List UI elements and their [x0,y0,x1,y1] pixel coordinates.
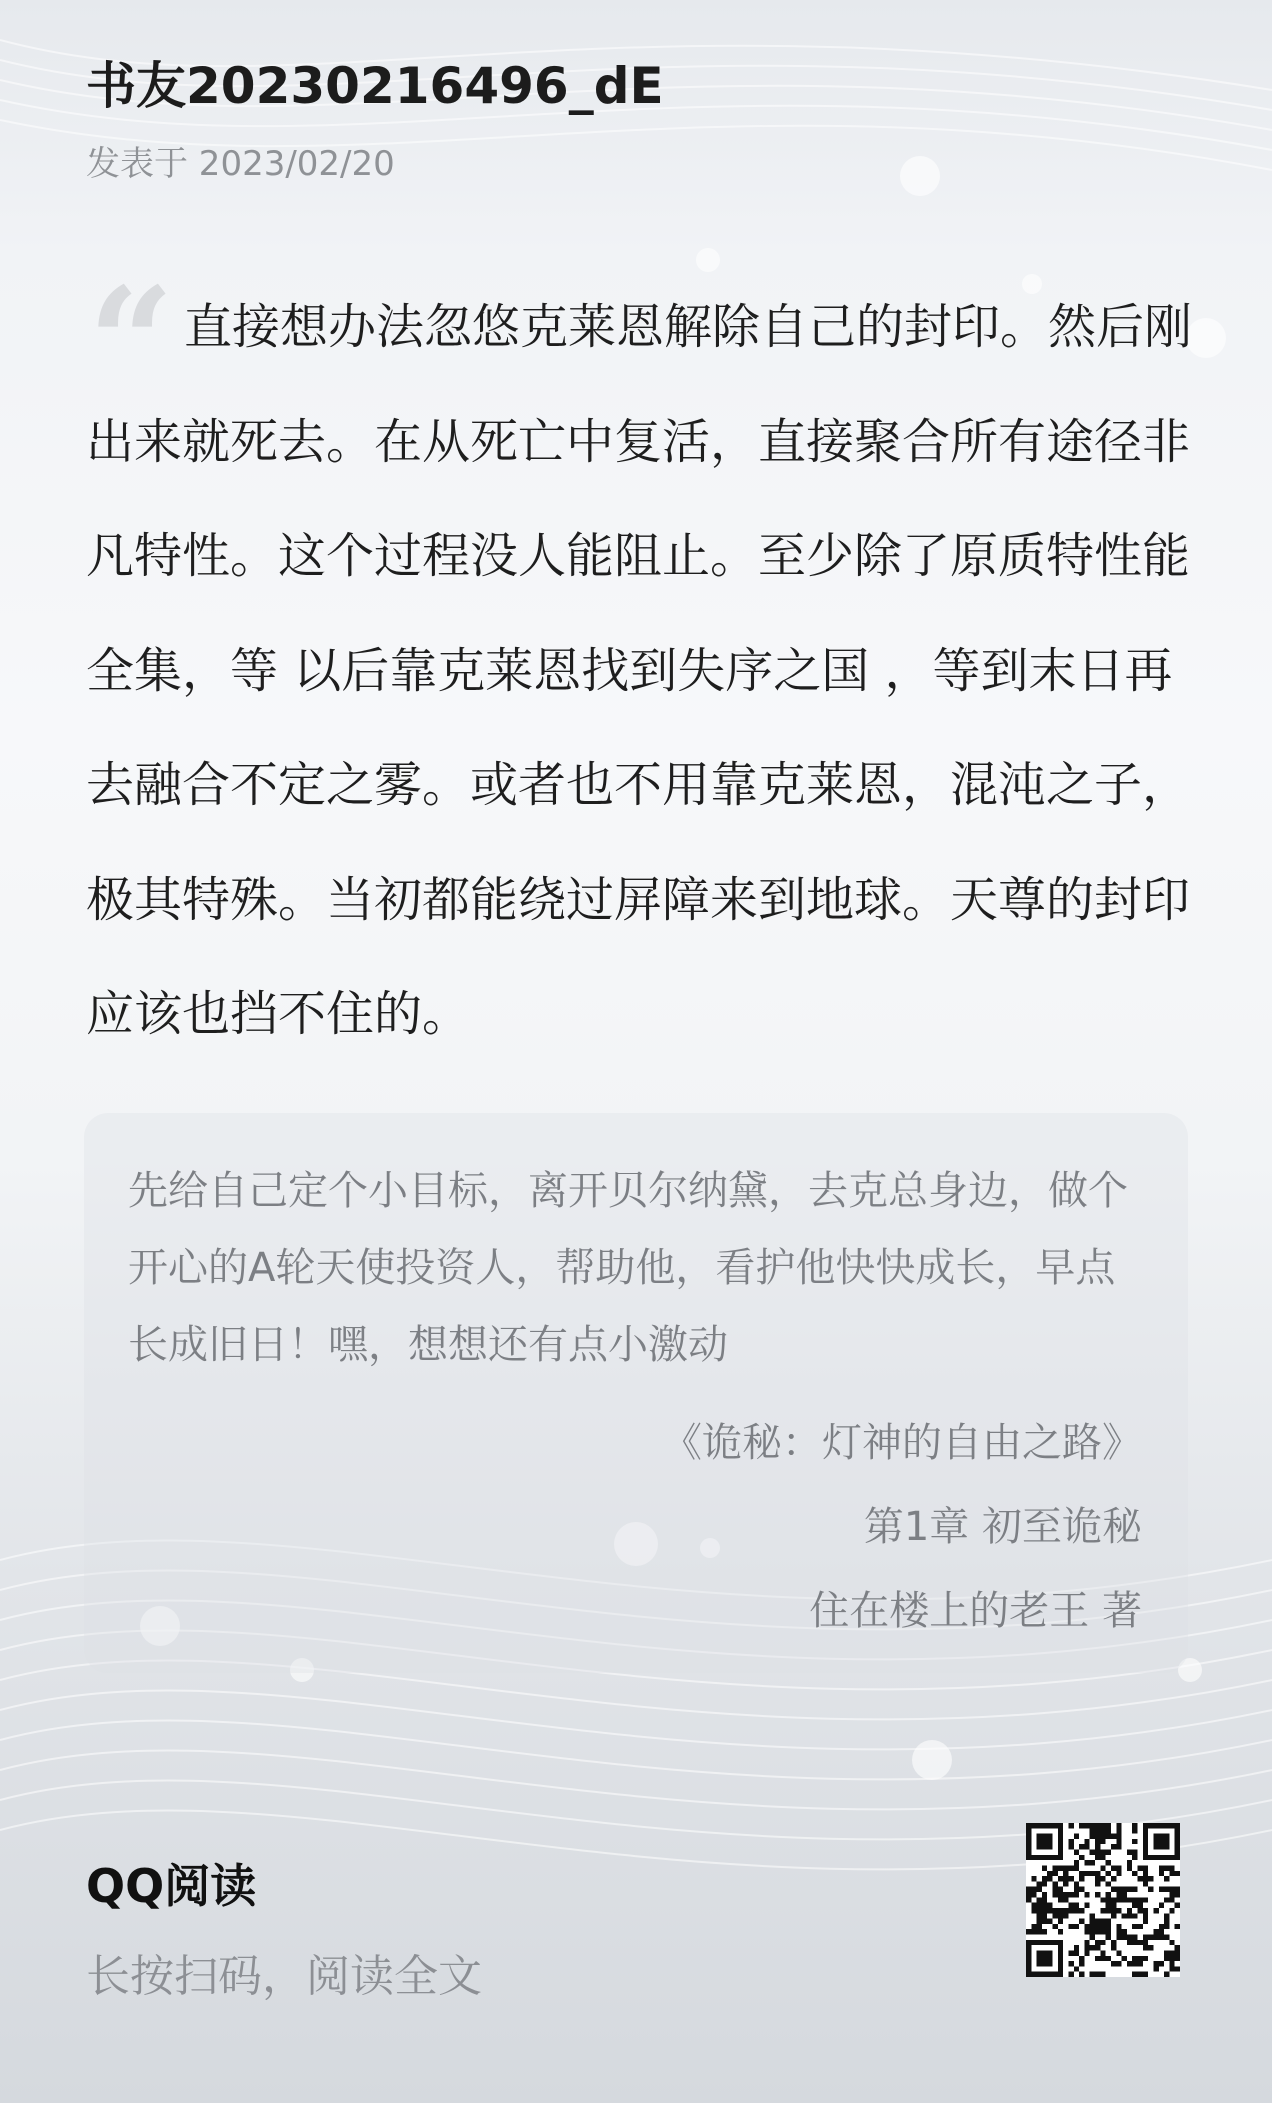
book-excerpt: 先给自己定个小目标，离开贝尔纳黛，去克总身边，做个开心的A轮天使投资人，帮助他，看护他快快成长，早点长成旧日！嘿，想想还有点小激动 [128,1168,1128,1368]
book-chapter: 第1章 初至诡秘 [863,1504,1142,1550]
app-name: QQ阅读 [86,1859,257,1913]
comment-text: 直接想办法忽悠克莱恩解除自己的封印。然后刚出来就死去。在从死亡中复活，直接聚合所有途径非凡特性。这个过程没人能阻止。至少除了原质特性能全集，等 以后靠克莱恩找到失序之国 ，等到末日再去融合不定之雾。或者也不用靠克莱恩，混沌之子，极其特殊。当初都能绕过屏障来到地球。天尊的封印应该也挡不住的。 [86,299,1193,1042]
book-card [84,1113,1188,1673]
qr-code-icon[interactable] [1026,1823,1180,1977]
username: 书友20230216496_dE [86,57,664,115]
quote-mark-icon: “ [88,255,175,431]
book-author: 住在楼上的老王 著 [809,1588,1142,1634]
scan-cta: 长按扫码，阅读全文 [86,1951,482,2002]
book-title: 《诡秘：灯神的自由之路》 [662,1420,1142,1466]
post-date: 发表于 2023/02/20 [86,144,395,184]
